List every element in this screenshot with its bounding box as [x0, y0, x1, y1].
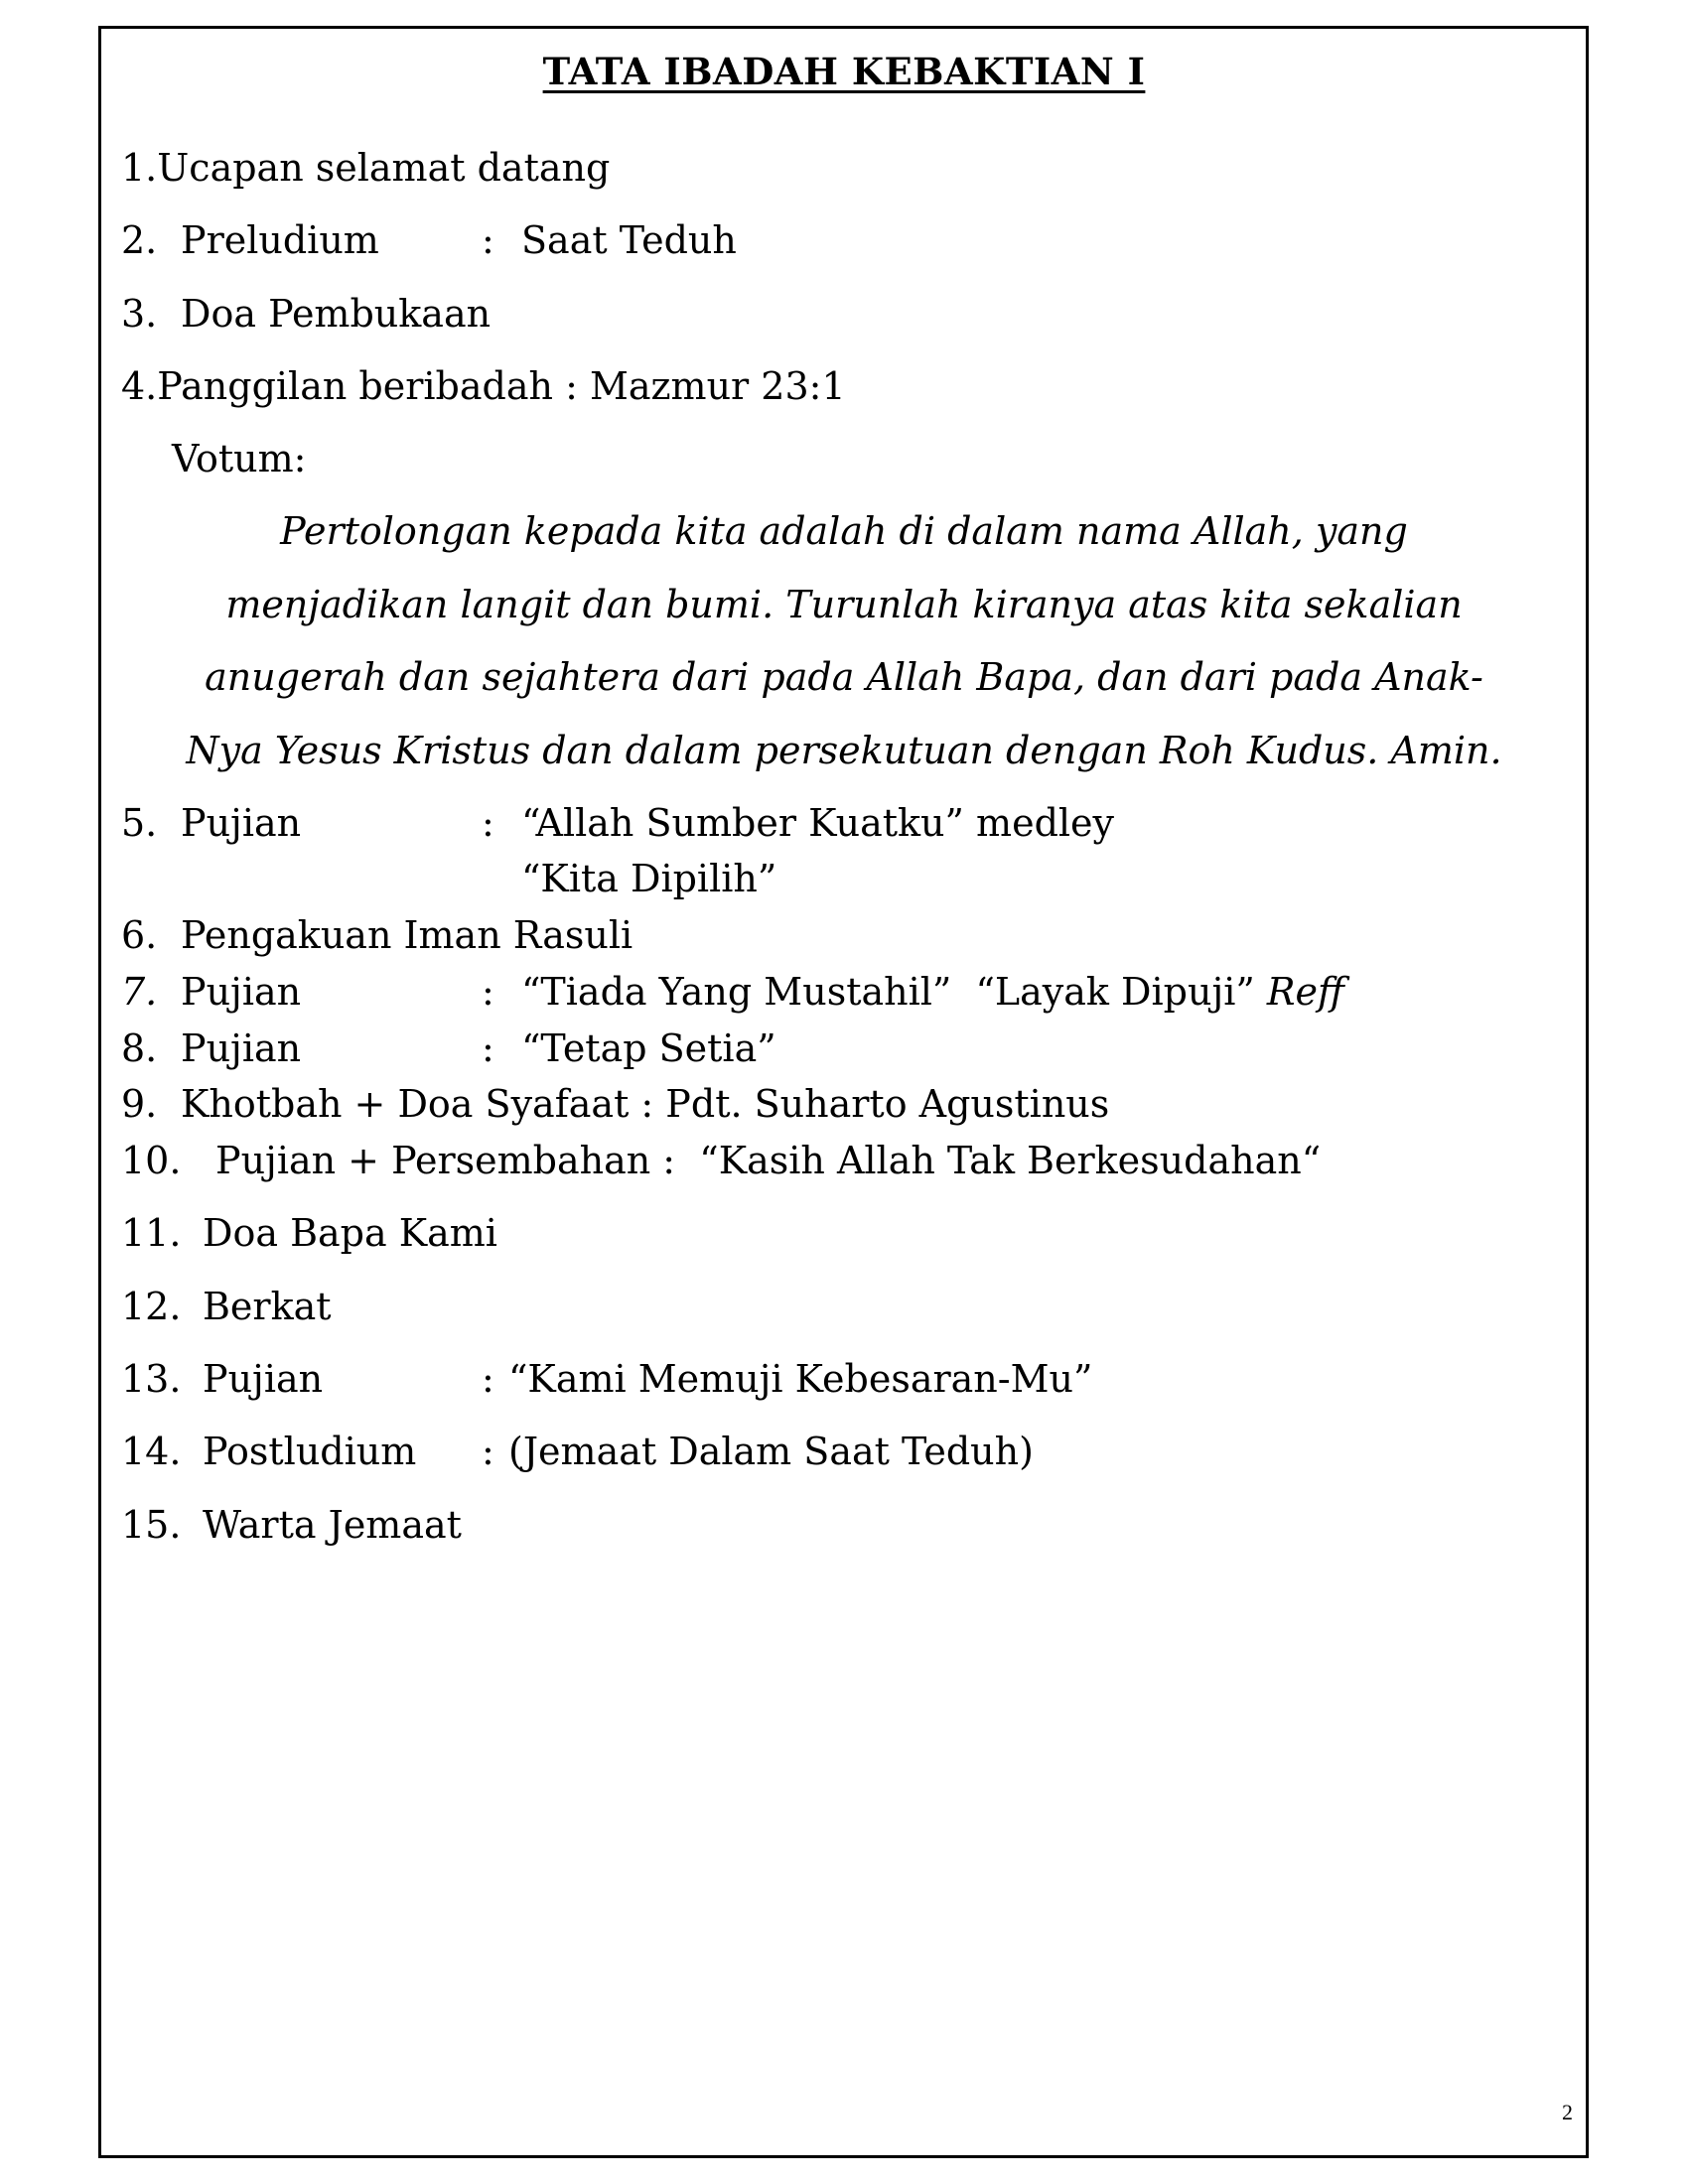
item-label: Pengakuan Iman Rasuli: [181, 913, 633, 957]
item-label: Panggilan beribadah : Mazmur 23:1: [157, 364, 846, 408]
item-value: Saat Teduh: [521, 218, 737, 262]
list-item-4: [121, 364, 846, 408]
item-value-second-line: “Kita Dipilih”: [521, 857, 777, 900]
item-value: “Tiada Yang Mustahil” “Layak Dipuji”: [521, 970, 1255, 1014]
list-item-11: [121, 1211, 1511, 1258]
item-number: 7.: [121, 970, 158, 1014]
item-label: Khotbah + Doa Syafaat : Pdt. Suharto Agustinus: [181, 1082, 1110, 1126]
votum-label: Votum:: [172, 437, 307, 480]
item-label: Pujian: [203, 1357, 324, 1401]
item-label: Warta Jemaat: [203, 1503, 462, 1547]
list-item-8: [121, 1026, 1511, 1073]
page-number: 2: [1562, 2100, 1573, 2124]
item-number: 5.: [121, 801, 158, 845]
list-item-1: [121, 146, 611, 190]
item-number: 4.: [121, 364, 158, 408]
list-item-3: [121, 292, 1511, 339]
item-number: 15.: [121, 1503, 182, 1547]
list-item-5: [121, 801, 1511, 903]
item-label: Berkat: [203, 1285, 332, 1328]
item-value: “Kami Memuji Kebesaran-Mu”: [508, 1357, 1093, 1401]
item-number: 3.: [121, 292, 158, 336]
list-item-9: [121, 1082, 1511, 1129]
item-number: 9.: [121, 1082, 158, 1126]
item-label: Doa Pembukaan: [181, 292, 492, 336]
item-number: 12.: [121, 1285, 182, 1328]
item-label: Pujian: [181, 970, 302, 1014]
votum-text-line: menjadikan langit dan bumi. Turunlah kiranya atas kita sekalian: [225, 583, 1463, 626]
item-number: 10.: [121, 1139, 182, 1182]
list-item-6: [121, 913, 1511, 960]
item-separator: :: [482, 1430, 494, 1473]
item-separator: :: [482, 1357, 494, 1401]
item-separator: :: [482, 218, 494, 262]
item-label: Pujian + Persembahan : “Kasih Allah Tak Berkesudahan“: [215, 1139, 1322, 1182]
item-number: 14.: [121, 1430, 182, 1473]
item-value: “Tetap Setia”: [521, 1026, 776, 1070]
item-value: (Jemaat Dalam Saat Teduh): [508, 1430, 1034, 1473]
item-separator: :: [482, 801, 494, 845]
list-item-7: [121, 970, 1511, 1017]
item-value: “Allah Sumber Kuatku” medley: [521, 801, 1114, 845]
item-label: Postludium: [203, 1430, 417, 1473]
list-item-13: [121, 1357, 1511, 1404]
item-number: 1.: [121, 146, 158, 190]
list-item-14: [121, 1430, 1511, 1476]
item-label: Pujian: [181, 1026, 302, 1070]
item-label: Ucapan selamat datang: [157, 146, 611, 190]
item-number: 13.: [121, 1357, 182, 1401]
list-item-12: [121, 1285, 1511, 1331]
list-item-2: [121, 218, 1511, 265]
item-label: Preludium: [181, 218, 379, 262]
votum-text-line: Nya Yesus Kristus dan dalam persekutuan dengan Roh Kudus. Amin.: [186, 729, 1502, 772]
item-number: 11.: [121, 1211, 182, 1255]
item-value-italic: Reff: [1266, 970, 1344, 1014]
list-item-10: [121, 1139, 1511, 1185]
item-number: 6.: [121, 913, 158, 957]
item-number: 2.: [121, 218, 158, 262]
item-separator: :: [482, 1026, 494, 1070]
votum-text-line: anugerah dan sejahtera dari pada Allah Bapa, dan dari pada Anak-: [205, 655, 1483, 699]
item-separator: :: [482, 970, 494, 1014]
item-label: Doa Bapa Kami: [203, 1211, 497, 1255]
item-number: 8.: [121, 1026, 158, 1070]
votum-text-line: Pertolongan kepada kita adalah di dalam nama Allah, yang: [280, 509, 1408, 553]
document-title: TATA IBADAH KEBAKTIAN I: [542, 50, 1146, 93]
item-label: Pujian: [181, 801, 302, 845]
list-item-15: [121, 1503, 1511, 1550]
